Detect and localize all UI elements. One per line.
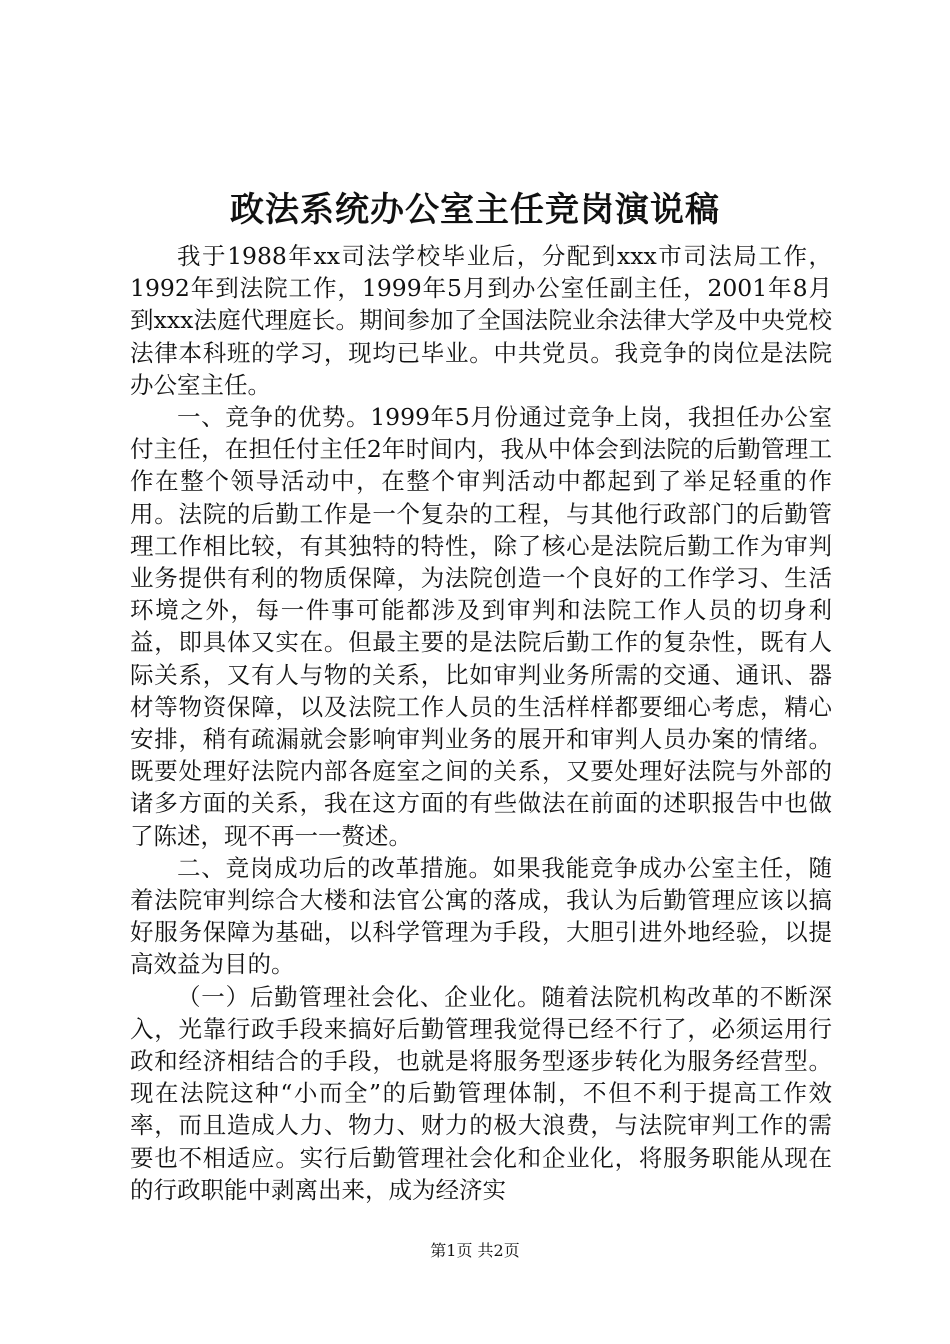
paragraph-intro: 我于1988年xx司法学校毕业后，分配到xxx市司法局工作，1992年到法院工作，1999年5月到办公室任副主任，2001年8月到xxx法庭代理庭长。期间参加了全国法院业余法律大学及中央党校法律本科班的学习，现均已毕业。中共党员。我竞争的岗位是法院办公室主任。 [130,242,832,399]
paragraph-reform-measures: 二、竞岗成功后的改革措施。如果我能竞争成办公室主任，随着法院审判综合大楼和法官公寓的落成，我认为后勤管理应该以搞好服务保障为基础，以科学管理为手段，大胆引进外地经验，以提高效益为目的。 [130,853,832,979]
paragraph-socialization: （一）后勤管理社会化、企业化。随着法院机构改革的不断深入，光靠行政手段来搞好后勤管理我觉得已经不行了，必须运用行政和经济相结合的手段，也就是将服务型逐步转化为服务经营型。现在法院这种“小而全”的后勤管理体制，不但不利于提高工作效率，而且造成人力、物力、财力的极大浪费，与法院审判工作的需要也不相适应。实行后勤管理社会化和企业化，将服务职能从现在的行政职能中剥离出来，成为经济实 [130,982,832,1204]
paragraph-advantages: 一、竞争的优势。1999年5月份通过竞争上岗，我担任办公室付主任，在担任付主任2年时间内，我从中体会到法院的后勤管理工作在整个领导活动中，在整个审判活动中都起到了举足轻重的作用。法院的后勤工作是一个复杂的工程，与其他行政部门的后勤管理工作相比较，有其独特的特性，除了核心是法院后勤工作为审判业务提供有利的物质保障，为法院创造一个良好的工作学习、生活环境之外，每一件事可能都涉及到审判和法院工作人员的切身利益，即具体又实在。但最主要的是法院后勤工作的复杂性，既有人际关系，又有人与物的关系，比如审判业务所需的交通、通讯、器材等物资保障，以及法院工作人员的生活样样都要细心考虑，精心安排，稍有疏漏就会影响审判业务的展开和审判人员办案的情绪。既要处理好法院内部各庭室之间的关系，又要处理好法院与外部的诸多方面的关系，我在这方面的有些做法在前面的述职报告中也做了陈述，现不再一一赘述。 [130,403,832,850]
document-title: 政法系统办公室主任竞岗演说稿 [230,190,720,230]
document-body [130,240,832,1206]
page-number: 第1页 共2页 [430,1241,520,1260]
